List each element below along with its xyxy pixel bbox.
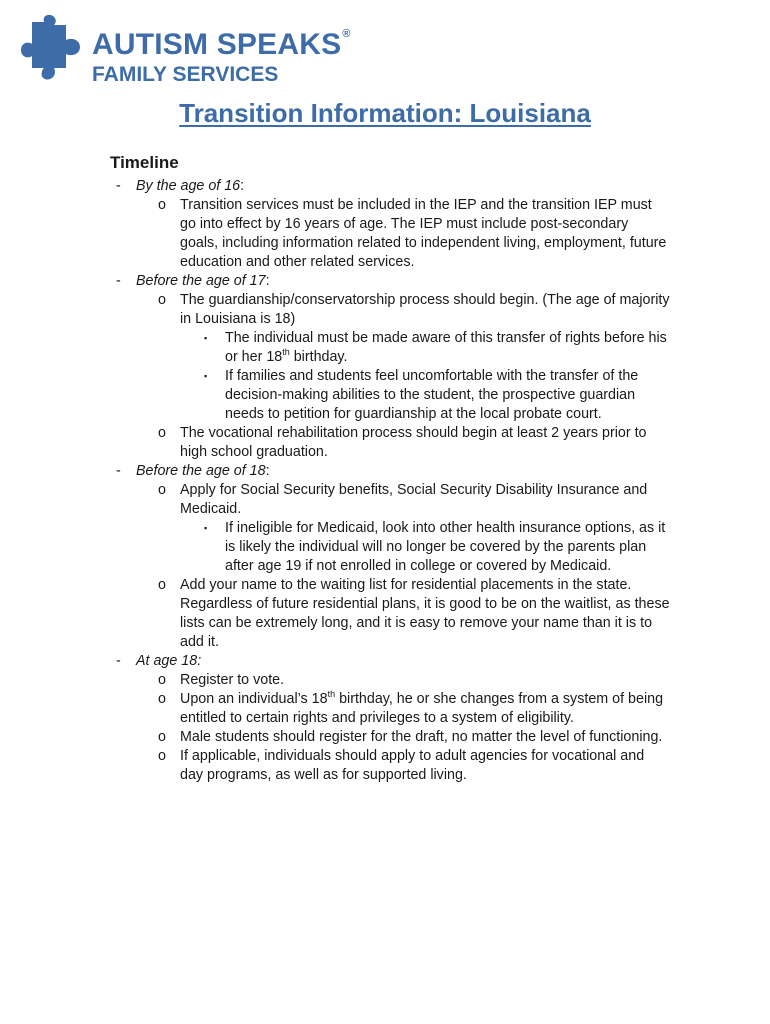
circle-bullet: o	[158, 672, 166, 688]
list-item: o The guardianship/conservatorship process should begin. (The age of majority in Louisiana is 18) ▪ The individual must be made aware of this transfer of rights before his or her 18th birthday. ▪ If families and students feel uncomfortable with the transfer of the decision-making abilities to the student, the prospective guardian needs to petition for guardianship at the local probate court.	[158, 292, 670, 422]
timeline-item-before-17: - Before the age of 17: o The guardianship/conservatorship process should begin. (The age of majority in Louisiana is 18) ▪ The individual must be made aware of this transfer of rights before his or her 18th birthday. ▪ If families and students feel uncomfortable with the transfer of the decision-making abilities to the student, the prospective guardian needs to petition for guardianship at the local probate court. o The vocational rehabilitation process should begin at least 2 years prior to high school graduation.	[116, 273, 670, 460]
circle-bullet: o	[158, 729, 166, 745]
section-heading: Timeline	[110, 153, 179, 172]
timeline-section	[110, 152, 670, 785]
list-item: o Add your name to the waiting list for residential placements in the state. Regardless of future residential plans, it is good to be on the waitlist, as these lists can be extremely long, and it is easy to remove your name than it is to add it.	[158, 577, 670, 650]
list-item: ▪ If ineligible for Medicaid, look into other health insurance options, as it is likely the individual will no longer be covered by the parents plan after age 19 if not enrolled in college or covered by Medicaid.	[204, 520, 666, 574]
dash-marker: -	[116, 653, 121, 669]
timeline-period: Before the age of 18	[136, 463, 266, 479]
page-title: Transition Information: Louisiana	[179, 98, 591, 128]
timeline-list	[110, 177, 670, 785]
circle-bullet: o	[158, 748, 166, 764]
puzzle-piece-icon	[20, 14, 84, 92]
circle-bullet: o	[158, 691, 166, 707]
autism-speaks-logo	[20, 14, 351, 94]
list-item: o Apply for Social Security benefits, Social Security Disability Insurance and Medicaid. ▪ If ineligible for Medicaid, look into other health insurance options, as it is likely the individual will no longer be covered by the parents plan after age 19 if not enrolled in college or covered by Medicaid.	[156, 481, 670, 576]
brand-name: AUTISM SPEAKS®	[92, 28, 351, 61]
dash-marker: -	[116, 273, 121, 289]
list-item: o Transition services must be included in the IEP and the transition IEP must go into effect by 16 years of age. The IEP must include post-secondary goals, including information related to independent living, employment, future education and other related services.	[158, 197, 667, 270]
dash-marker: -	[116, 178, 121, 194]
list-item: o If applicable, individuals should apply to adult agencies for vocational and day programs, as well as for supported living.	[158, 748, 645, 783]
square-bullet: ▪	[204, 371, 208, 381]
list-item: o Register to vote.	[158, 672, 285, 688]
timeline-item-before-18: - Before the age of 18: o Apply for Social Security benefits, Social Security Disability Insurance and Medicaid. ▪ If ineligible for Medicaid, look into other health insurance options, as it is likely the individual will no longer be covered by the parents plan after age 19 if not enrolled in college or covered by Medicaid. o Add your name to the waiting list for residential placements in the state. Regardless of future residential plans, it is good to be on the waitlist, as these lists can be extremely long, and it is easy to remove your name than it is to add it.	[116, 463, 670, 650]
timeline-period: By the age of 16	[136, 178, 241, 194]
circle-bullet: o	[158, 577, 166, 593]
dash-marker: -	[116, 463, 121, 479]
circle-bullet: o	[158, 482, 166, 498]
list-item: o Upon an individual’s 18th birthday, he or she changes from a system of being entitled to certain rights and privileges to a system of eligibility.	[158, 689, 664, 726]
brand-subtitle: FAMILY SERVICES	[92, 63, 279, 86]
circle-bullet: o	[158, 425, 166, 441]
list-item: o Male students should register for the draft, no matter the level of functioning.	[158, 729, 663, 745]
list-item: ▪ The individual must be made aware of this transfer of rights before his or her 18th birthday.	[204, 330, 667, 365]
timeline-item-age-18	[110, 652, 670, 785]
square-bullet: ▪	[204, 333, 208, 343]
square-bullet: ▪	[204, 523, 208, 533]
timeline-period: At age 18:	[136, 653, 202, 669]
timeline-period: Before the age of 17	[136, 273, 266, 289]
circle-bullet: o	[158, 197, 166, 213]
list-item: ▪ If families and students feel uncomfortable with the transfer of the decision-making abilities to the student, the prospective guardian needs to petition for guardianship at the local probate court.	[204, 368, 639, 422]
timeline-item-age-16: - By the age of 16: o Transition services must be included in the IEP and the transition IEP must go into effect by 16 years of age. The IEP must include post-secondary goals, including information related to independent living, employment, future education and other related services.	[110, 177, 670, 272]
circle-bullet: o	[158, 292, 166, 308]
list-item: o The vocational rehabilitation process should begin at least 2 years prior to high school graduation.	[158, 425, 647, 460]
